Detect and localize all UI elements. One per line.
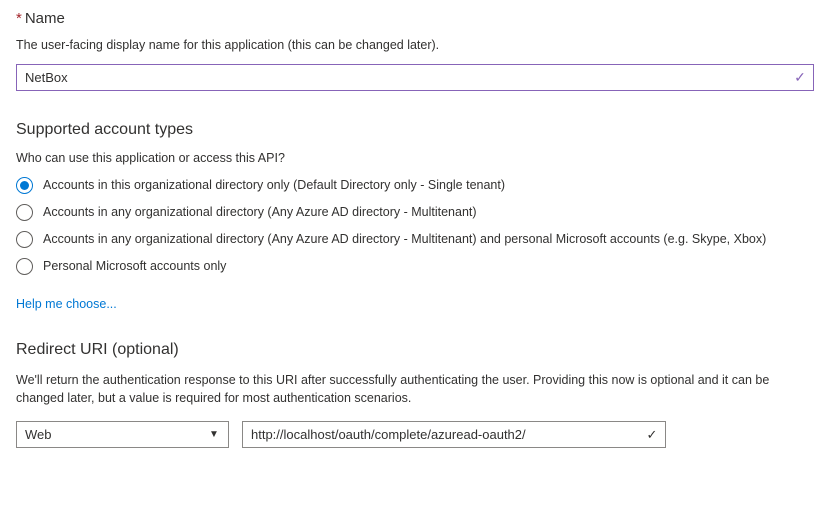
redirect-uri-description: We'll return the authentication response to this URI after successfully authenticating the user. Providing this now is optional and it can be changed later, but a value is required for most authentication scenarios. xyxy=(16,372,770,405)
radio-icon[interactable] xyxy=(16,231,33,248)
redirect-uri-heading: Redirect URI (optional) xyxy=(16,340,179,358)
account-types-question: Who can use this application or access this API? xyxy=(16,150,285,165)
chevron-down-icon[interactable]: ▼ xyxy=(209,429,219,441)
name-help-text: The user-facing display name for this application (this can be changed later). xyxy=(16,38,440,52)
radio-option-personal-only[interactable] xyxy=(16,258,813,275)
radio-option-multitenant[interactable] xyxy=(16,204,813,221)
redirect-uri-input[interactable] xyxy=(243,422,639,447)
radio-label: Personal Microsoft accounts only xyxy=(43,258,227,273)
check-icon: ✓ xyxy=(646,426,658,442)
redirect-uri-textbox[interactable] xyxy=(242,421,666,448)
help-me-choose-link[interactable]: Help me choose... xyxy=(16,296,117,311)
radio-label: Accounts in any organizational directory (Any Azure AD directory - Multitenant) and personal Microsoft accounts (e.g. Skype, Xbox) xyxy=(43,231,767,246)
radio-option-single-tenant[interactable] xyxy=(16,177,813,194)
name-textbox[interactable] xyxy=(16,64,814,91)
radio-icon[interactable] xyxy=(16,204,33,221)
radio-label: Accounts in any organizational directory (Any Azure AD directory - Multitenant) xyxy=(43,204,477,219)
platform-select[interactable] xyxy=(16,421,229,448)
supported-account-types-heading: Supported account types xyxy=(16,120,194,138)
required-asterisk: * xyxy=(16,10,22,27)
radio-icon[interactable] xyxy=(16,177,33,194)
radio-option-multitenant-personal[interactable] xyxy=(16,231,813,248)
name-label xyxy=(16,10,813,27)
radio-icon[interactable] xyxy=(16,258,33,275)
platform-select-value: Web xyxy=(25,427,52,443)
check-icon: ✓ xyxy=(794,69,806,86)
redirect-uri-row xyxy=(16,421,813,448)
name-input[interactable] xyxy=(17,65,787,90)
radio-label: Accounts in this organizational directory only (Default Directory only - Single tenant) xyxy=(43,177,506,192)
name-label-text: Name xyxy=(24,10,65,27)
